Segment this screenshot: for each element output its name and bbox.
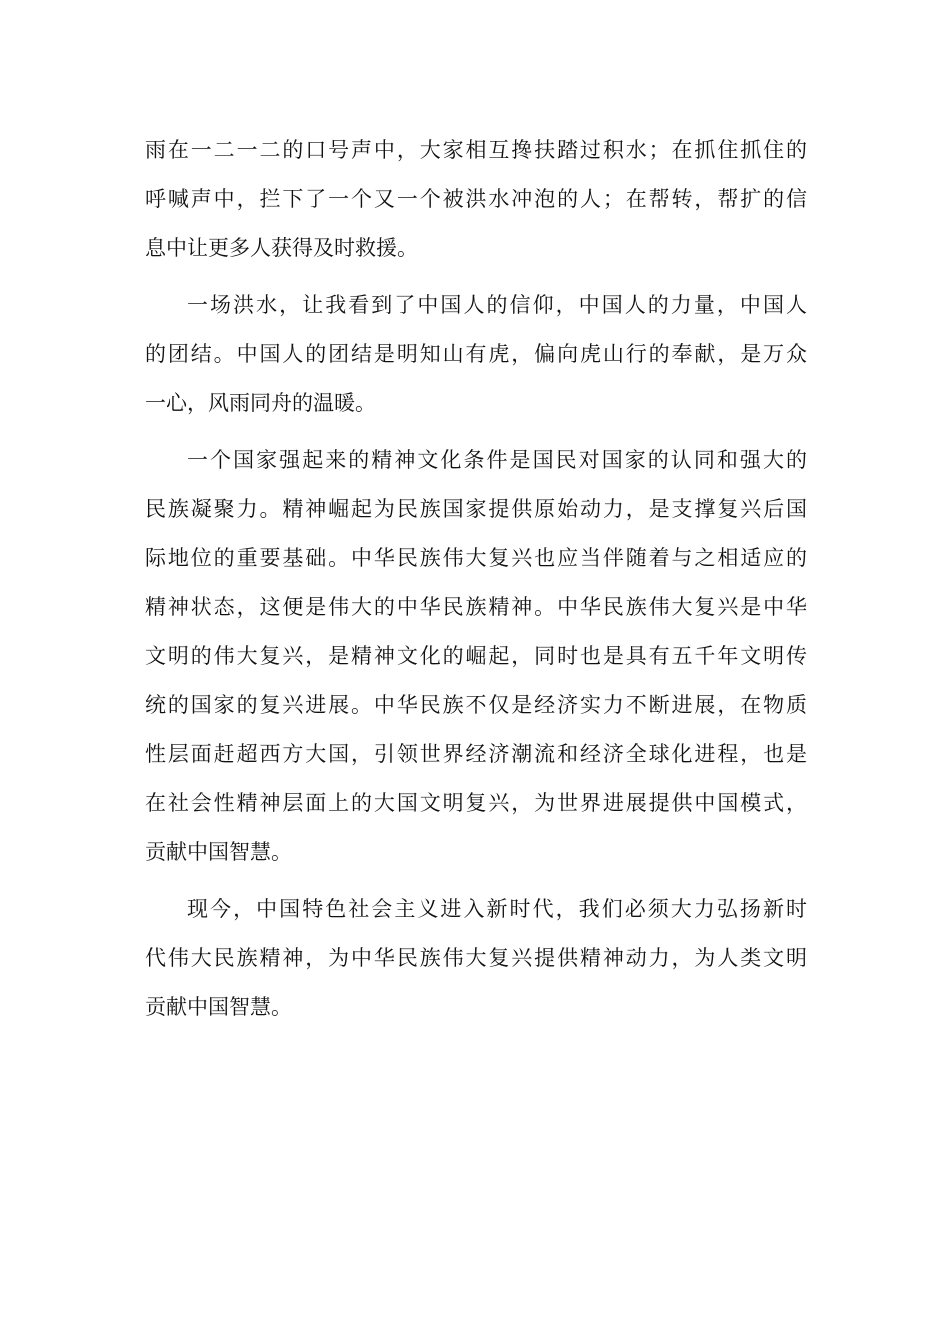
text-line: 性层面赶超西方大国，引领世界经济潮流和经济全球化进程，也是 (145, 742, 807, 766)
text-line: 一心，风雨同舟的温暖。 (145, 391, 376, 415)
text-line: 雨在一二一二的口号声中，大家相互搀扶踏过积水；在抓住抓住的 (145, 138, 807, 162)
text-line: 统的国家的复兴进展。中华民族不仅是经济实力不断进展，在物质 (145, 693, 807, 717)
text-line: 一个国家强起来的精神文化条件是国民对国家的认同和强大的 (187, 448, 807, 472)
text-line: 的团结。中国人的团结是明知山有虎，偏向虎山行的奉献，是万众 (145, 342, 807, 366)
text-line: 一场洪水，让我看到了中国人的信仰，中国人的力量，中国人 (187, 293, 807, 317)
text-line: 民族凝聚力。精神崛起为民族国家提供原始动力，是支撑复兴后国 (145, 497, 807, 521)
paragraph-spacing (145, 877, 807, 885)
text-line: 息中让更多人获得及时救援。 (145, 236, 418, 260)
text-line: 文明的伟大复兴，是精神文化的崛起，同时也是具有五千年文明传 (145, 644, 807, 668)
paragraph (145, 126, 807, 273)
text-line: 在社会性精神层面上的大国文明复兴，为世界进展提供中国模式， (145, 791, 807, 815)
paragraph-spacing (145, 273, 807, 281)
text-line: 贡献中国智慧。 (145, 840, 292, 864)
text-line: 呼喊声中，拦下了一个又一个被洪水冲泡的人；在帮转，帮扩的信 (145, 187, 807, 211)
text-line: 贡献中国智慧。 (145, 995, 292, 1019)
text-line: 际地位的重要基础。中华民族伟大复兴也应当伴随着与之相适应的 (145, 546, 807, 570)
paragraph (145, 885, 807, 1032)
paragraph (145, 281, 807, 428)
body-text (145, 126, 807, 1032)
paragraph (145, 436, 807, 877)
text-line: 精神状态，这便是伟大的中华民族精神。中华民族伟大复兴是中华 (145, 595, 807, 619)
paragraph-spacing (145, 428, 807, 436)
text-line: 代伟大民族精神，为中华民族伟大复兴提供精神动力，为人类文明 (145, 946, 807, 970)
text-line: 现今，中国特色社会主义进入新时代，我们必须大力弘扬新时 (187, 897, 807, 921)
